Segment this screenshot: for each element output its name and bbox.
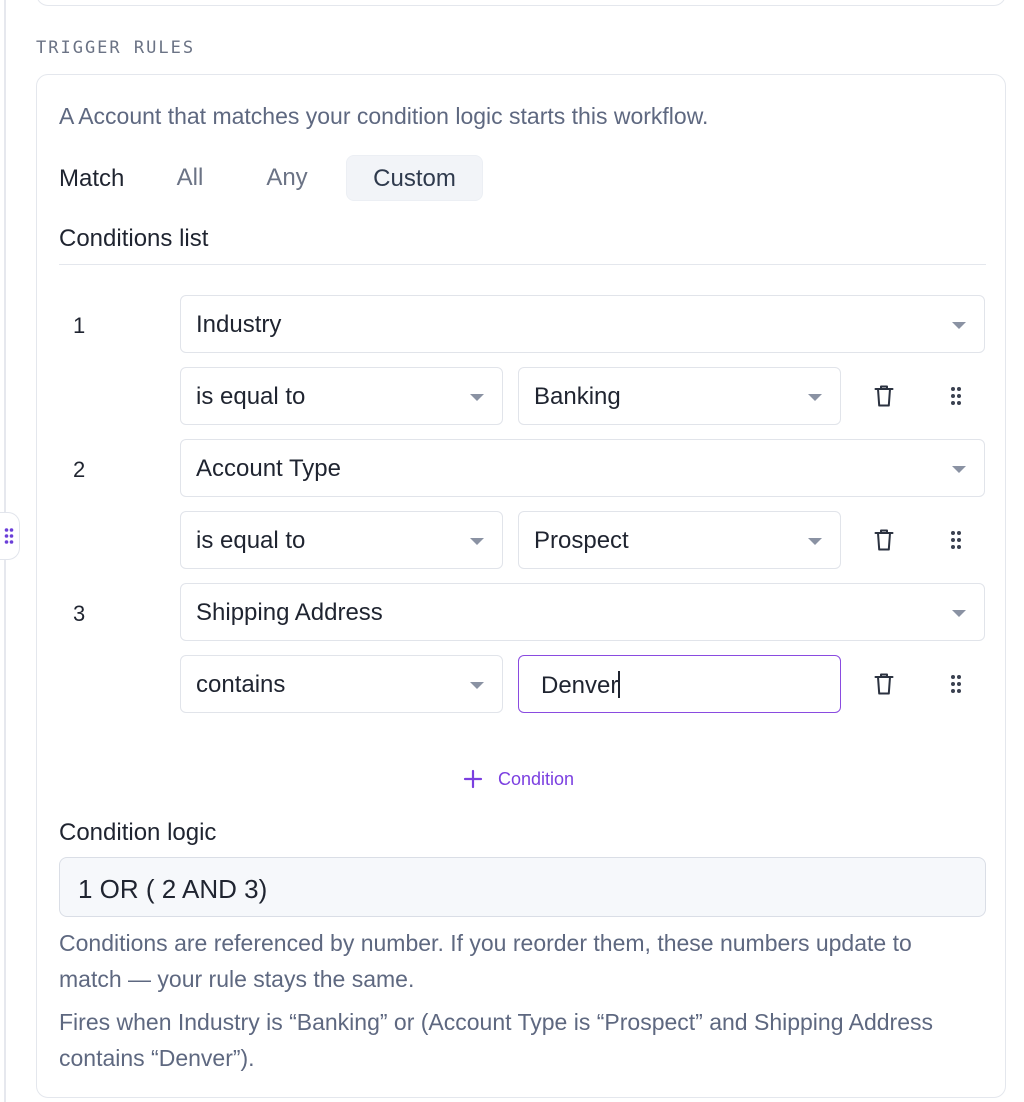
caret-down-icon [808, 538, 822, 545]
caret-down-icon [952, 322, 966, 329]
condition-field-value: Account Type [196, 455, 341, 482]
condition-operator-select[interactable] [180, 511, 503, 569]
delete-condition-button[interactable] [870, 381, 898, 411]
add-condition-label: Condition [498, 768, 575, 789]
condition-logic-help: Conditions are referenced by number. If you reorder them, these numbers update to match — your rule stays the same. [59, 930, 912, 992]
condition-field-select[interactable] [180, 583, 985, 641]
condition-number: 2 [73, 457, 86, 482]
condition-operator-select[interactable] [180, 655, 503, 713]
drag-handle-icon [950, 386, 962, 406]
add-condition-button[interactable] [463, 767, 574, 791]
delete-condition-button[interactable] [870, 525, 898, 555]
section-heading: TRIGGER RULES [36, 38, 196, 58]
condition-value-text [541, 671, 620, 700]
trash-icon [874, 672, 894, 696]
condition-value: Denver [541, 672, 619, 699]
condition-field-select[interactable] [180, 439, 985, 497]
previous-section-card [36, 0, 1006, 6]
divider [59, 264, 986, 265]
condition-value: Prospect [534, 527, 629, 554]
trash-icon [874, 384, 894, 408]
match-option-all[interactable]: All [176, 164, 204, 191]
caret-down-icon [470, 394, 484, 401]
condition-field-value: Shipping Address [196, 599, 383, 626]
caret-down-icon [470, 682, 484, 689]
trash-icon [874, 528, 894, 552]
delete-condition-button[interactable] [870, 669, 898, 699]
side-panel-edge [4, 0, 6, 1102]
trigger-rules-card [36, 74, 1006, 1098]
condition-field-select[interactable] [180, 295, 985, 353]
condition-value-input[interactable] [518, 655, 841, 713]
condition-value-select[interactable] [518, 367, 841, 425]
condition-value: Banking [534, 383, 621, 410]
caret-down-icon [952, 466, 966, 473]
condition-logic-label: Condition logic [59, 819, 217, 846]
caret-down-icon [470, 538, 484, 545]
condition-logic-input[interactable] [59, 857, 986, 917]
drag-handle-icon [4, 527, 14, 545]
condition-operator-value: is equal to [196, 527, 306, 554]
plus-icon [463, 769, 483, 789]
condition-logic-summary: Fires when Industry is “Banking” or (Account Type is “Prospect” and Shipping Address contains “Denver”). [59, 1009, 933, 1071]
condition-field-value: Industry [196, 311, 282, 338]
caret-down-icon [808, 394, 822, 401]
condition-operator-select[interactable] [180, 367, 503, 425]
trigger-description: A Account that matches your condition logic starts this workflow. [59, 103, 709, 129]
conditions-list-label: Conditions list [59, 225, 209, 252]
condition-logic-value: 1 OR ( 2 AND 3) [78, 874, 268, 904]
condition-operator-value: is equal to [196, 383, 306, 410]
panel-resize-handle[interactable] [0, 512, 20, 560]
reorder-condition-handle[interactable] [942, 525, 970, 555]
condition-value-select[interactable] [518, 511, 841, 569]
match-mode-selector [59, 155, 659, 201]
drag-handle-icon [950, 674, 962, 694]
caret-down-icon [952, 610, 966, 617]
condition-number: 1 [73, 313, 86, 338]
reorder-condition-handle[interactable] [942, 669, 970, 699]
drag-handle-icon [950, 530, 962, 550]
text-cursor [618, 671, 620, 698]
condition-operator-value: contains [196, 671, 286, 698]
match-option-any[interactable]: Any [266, 164, 308, 191]
reorder-condition-handle[interactable] [942, 381, 970, 411]
condition-number: 3 [73, 601, 86, 626]
match-label: Match [59, 165, 125, 192]
match-option-custom[interactable]: Custom [346, 155, 483, 201]
